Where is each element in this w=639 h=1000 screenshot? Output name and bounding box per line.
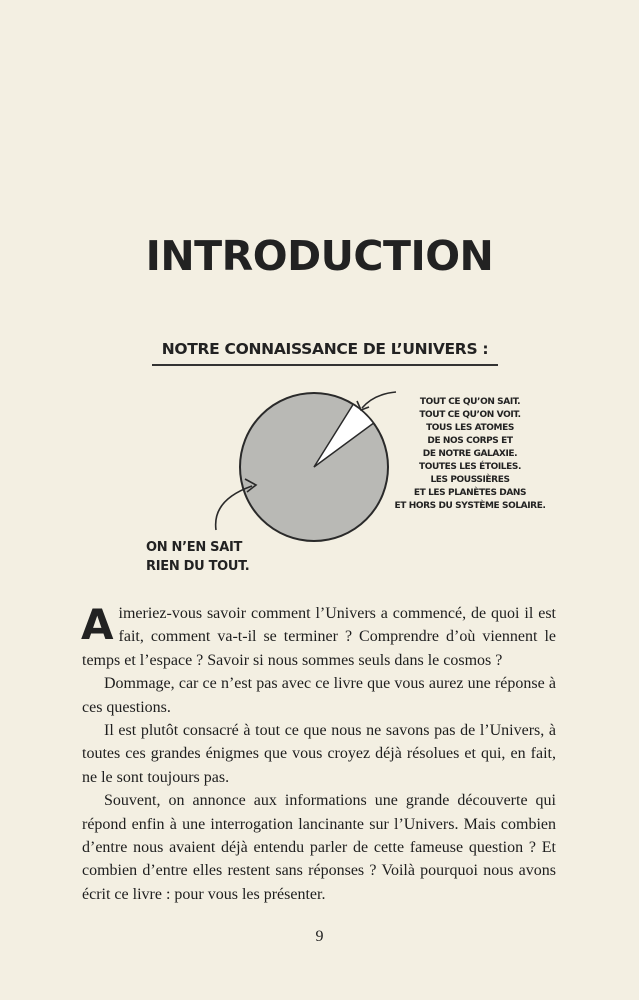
paragraph-text: imeriez-vous savoir comment l’Univers a commencé, de quoi il est fait, comment va-t-il se terminer ? Comprendre d’où viennent le temps et l’espace ? Savoir si nous sommes seuls dans le cosmos ?	[82, 605, 556, 669]
paragraph: Souvent, on annonce aux informations une grande découverte qui répond enfin à une interrogation lancinante sur l’Univers. Mais combien d’entre nous avaient déjà entendu parler de cette fameuse question ? Et combien d’entre elles restent sans réponses ? Voilà pourquoi nous avons écrit ce livre : pour vous les présenter.	[82, 792, 556, 903]
unknown-universe-label	[146, 538, 249, 576]
page-title: INTRODUCTION	[145, 232, 494, 280]
known-label-line: TOUT CE QU’ON SAIT.	[419, 397, 521, 407]
paragraph	[82, 602, 556, 672]
known-label-line: TOUT CE QU’ON VOIT.	[419, 410, 521, 420]
page-number: 9	[315, 928, 324, 945]
known-label-line: DE NOTRE GALAXIE.	[422, 449, 518, 459]
known-label-line: DE NOS CORPS ET	[427, 436, 513, 446]
heading-underline	[152, 364, 498, 366]
known-label-line: ET HORS DU SYSTÈME SOLAIRE.	[394, 501, 546, 511]
drop-cap: A	[81, 600, 114, 649]
body-text	[82, 602, 556, 906]
unknown-label-line: RIEN DU TOUT.	[146, 559, 250, 574]
known-label-line: LES POUSSIÈRES	[430, 475, 510, 485]
unknown-label-line: ON N’EN SAIT	[146, 540, 243, 555]
known-label-line: ET LES PLANÈTES DANS	[413, 488, 527, 498]
paragraph: Dommage, car ce n’est pas avec ce livre que vous aurez une réponse à ces questions.	[82, 675, 556, 716]
known-label-line: TOUTES LES ÉTOILES.	[419, 462, 521, 472]
known-universe-label	[380, 396, 560, 513]
known-label-line: TOUS LES ATOMES	[426, 423, 514, 433]
paragraph: Il est plutôt consacré à tout ce que nous ne savons pas de l’Univers, à toutes ces grandes énigmes que vous croyez déjà résolues et qui, en fait, ne le sont toujours pas.	[82, 722, 556, 786]
diagram-heading: NOTRE CONNAISSANCE DE L’UNIVERS :	[161, 340, 489, 358]
